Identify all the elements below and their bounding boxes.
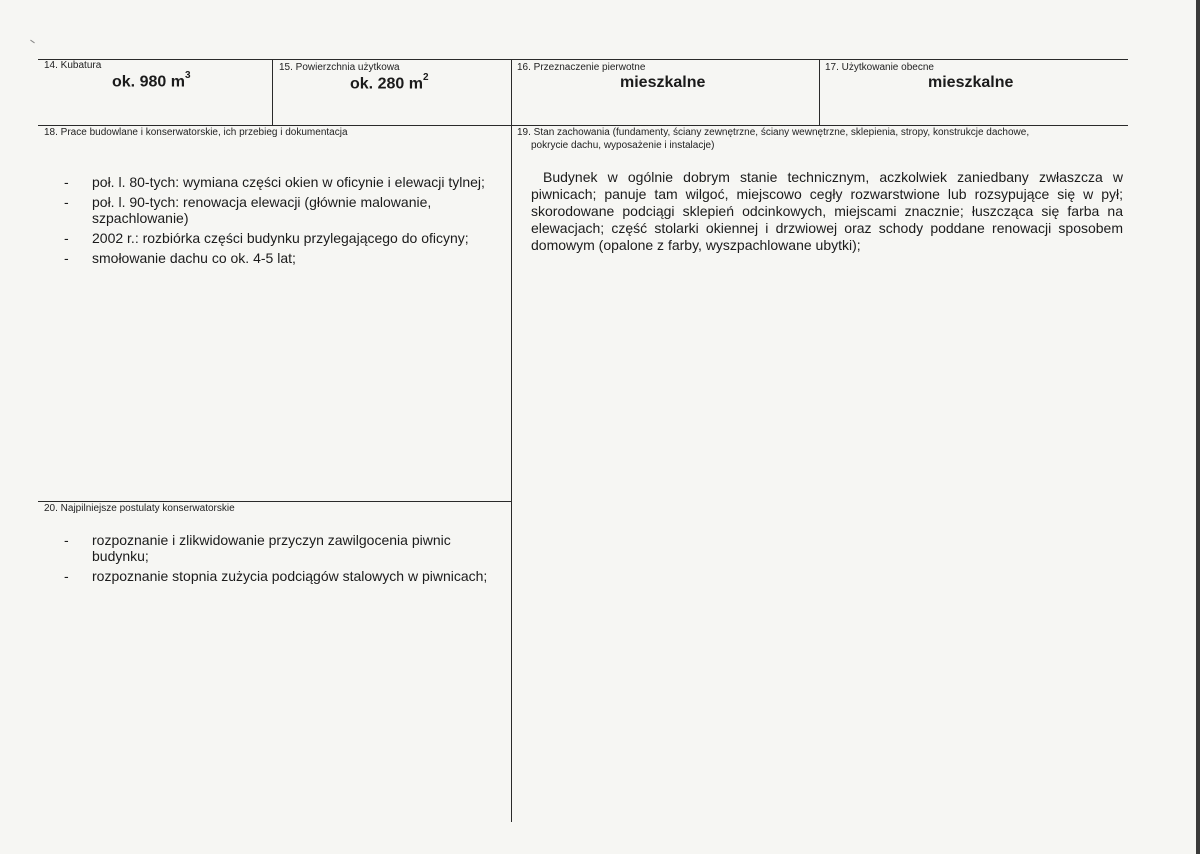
list-item: [64, 174, 504, 190]
scan-edge: [1196, 0, 1200, 854]
powierzchnia-label: 15. Powierzchnia użytkowa: [279, 62, 400, 73]
stan-text: Budynek w ogólnie dobrym stanie technicznym, aczkolwiek zaniedbany zwłaszcza w piwnicach; panuje tam wilgoć, miejscowo cegły rozwarstwione lub rozsypujące się w pył; skorodowane podciągi sklepień odcinkowych, miejscami znacznie; łuszcząca się farba na elewacjach; część stolarki okiennej i drzwiowej oraz schody poddane renowacji sposobem domowym (opalone z farby, wyszpachlowane ubytki);: [531, 169, 1123, 253]
powierzchnia-value-unit-exp: 2: [422, 72, 429, 83]
dash-marker: -: [64, 250, 69, 266]
kubatura-value: [112, 72, 191, 91]
kubatura-value-unit-exp: 3: [184, 70, 191, 81]
stan-label-line2: pokrycie dachu, wyposażenie i instalacje): [531, 140, 715, 151]
uzytkowanie-value: mieszkalne: [928, 74, 1014, 91]
dash-marker: -: [64, 230, 69, 246]
dash-marker: -: [64, 568, 69, 584]
prace-item-text: smołowanie dachu co ok. 4-5 lat;: [92, 250, 296, 266]
list-item: [64, 194, 452, 226]
powierzchnia-value-text: ok. 280 m: [350, 75, 423, 93]
rule-row1-bottom: [38, 125, 1128, 126]
dash-marker: -: [64, 194, 69, 210]
rule-col1: [272, 59, 273, 125]
uzytkowanie-label: 17. Użytkowanie obecne: [825, 62, 934, 73]
rule-col3: [819, 59, 820, 125]
rule-col2: [511, 59, 512, 822]
przeznaczenie-value: mieszkalne: [620, 74, 706, 91]
stan-label-line1: 19. Stan zachowania (fundamenty, ściany zewnętrzne, ściany wewnętrzne, sklepienia, stropy, konstrukcje dachowe,: [517, 127, 1030, 138]
kubatura-value-text: ok. 980 m: [112, 73, 185, 91]
przeznaczenie-label: 16. Przeznaczenie pierwotne: [517, 62, 646, 73]
postulaty-item-text: rozpoznanie i zlikwidowanie przyczyn zawilgocenia piwnic budynku;: [92, 532, 451, 564]
rule-section-18-bottom: [38, 501, 512, 502]
prace-item-text: poł. l. 80-tych: wymiana części okien w oficynie i elewacji tylnej;: [92, 174, 485, 190]
prace-list: [64, 174, 504, 266]
list-item: [64, 532, 470, 564]
list-item: [64, 250, 504, 266]
prace-label: 18. Prace budowlane i konserwatorskie, ich przebieg i dokumentacja: [44, 127, 348, 138]
rule-top: [38, 59, 1128, 60]
postulaty-label: 20. Najpilniejsze postulaty konserwatorskie: [44, 503, 235, 514]
dash-marker: -: [64, 532, 69, 548]
prace-item-text: poł. l. 90-tych: renowacja elewacji (głównie malowanie, szpachlowanie): [92, 194, 432, 226]
list-item: [64, 568, 504, 584]
postulaty-item-text: rozpoznanie stopnia zużycia podciągów stalowych w piwnicach;: [92, 568, 488, 584]
scan-speck: [30, 40, 35, 44]
list-item: [64, 230, 504, 246]
powierzchnia-value: [350, 74, 429, 93]
prace-item-text: 2002 r.: rozbiórka części budynku przylegającego do oficyny;: [92, 230, 469, 246]
dash-marker: -: [64, 174, 69, 190]
postulaty-list: [64, 532, 504, 584]
kubatura-label: 14. Kubatura: [44, 60, 102, 71]
